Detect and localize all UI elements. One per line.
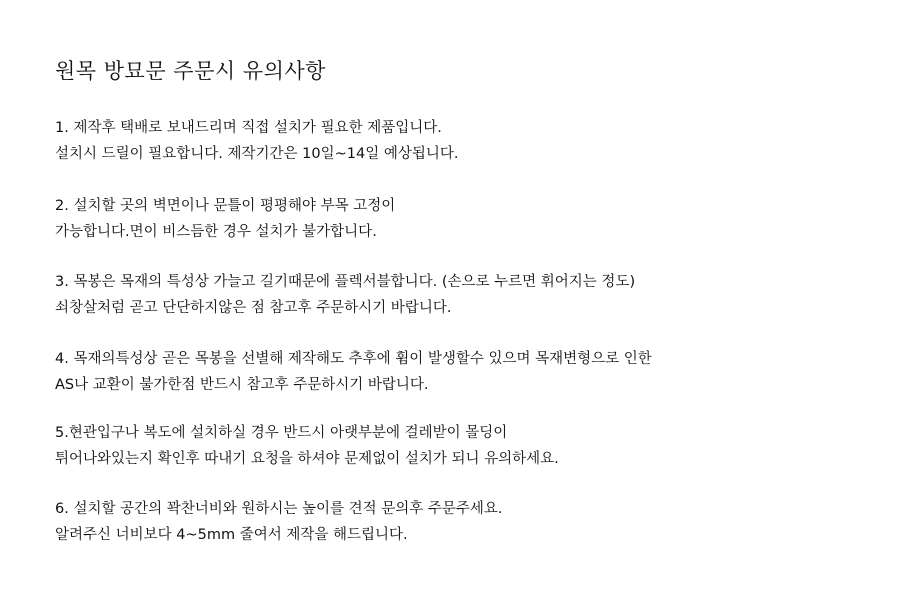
notice-line: 쇠창살처럼 곧고 단단하지않은 점 참고후 주문하시기 바랍니다.	[55, 300, 452, 316]
notice-item-1	[55, 115, 458, 167]
page-title: 원목 방묘문 주문시 유의사항	[55, 59, 326, 83]
notice-line: 알려주신 너비보다 4~5mm 줄여서 제작을 해드립니다.	[55, 527, 408, 543]
notice-line: 1. 제작후 택배로 보내드리며 직접 설치가 필요한 제품입니다.	[55, 120, 442, 136]
notice-item-2	[55, 193, 395, 245]
notice-line: 튀어나와있는지 확인후 따내기 요청을 하셔야 문제없이 설치가 되니 유의하세요.	[55, 451, 559, 467]
notice-line: 3. 목봉은 목재의 특성상 가늘고 길기때문에 플렉서블합니다. (손으로 누르면 휘어지는 정도)	[55, 274, 636, 290]
notice-line: 설치시 드릴이 필요합니다. 제작기간은 10일~14일 예상됩니다.	[55, 146, 459, 162]
notice-line: 6. 설치할 공간의 꽉찬너비와 원하시는 높이를 견적 문의후 주문주세요.	[55, 501, 503, 517]
notice-line: 5.현관입구나 복도에 설치하실 경우 반드시 아랫부분에 걸레받이 몰딩이	[55, 425, 508, 441]
notice-line: 2. 설치할 곳의 벽면이나 문틀이 평평해야 부목 고정이	[55, 198, 396, 214]
notice-line: 4. 목재의특성상 곧은 목봉을 선별해 제작해도 추후에 휨이 발생할수 있으며 목재변형으로 인한	[55, 351, 652, 367]
notice-line: 가능합니다.면이 비스듬한 경우 설치가 불가합니다.	[55, 224, 377, 240]
notice-item-3	[55, 269, 635, 321]
notice-item-5	[55, 420, 559, 472]
notice-item-4	[55, 346, 652, 398]
notice-item-6	[55, 496, 503, 548]
notice-line: AS나 교환이 불가한점 반드시 참고후 주문하시기 바랍니다.	[55, 377, 429, 393]
